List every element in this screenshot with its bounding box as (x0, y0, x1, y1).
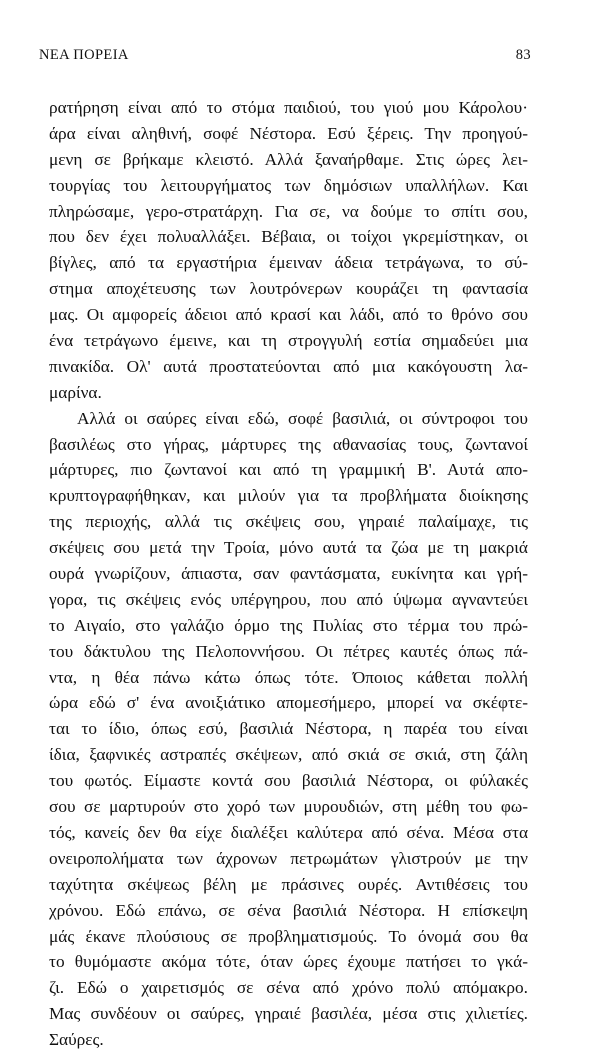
paragraph-2 (49, 406, 528, 1053)
text-line: βασιλέως στο γήρας, μάρτυρες της αθανασίας τους, ζωντανοί (49, 434, 528, 454)
text-line: μας. Οι αμφορείς άδειοι από κρασί και λάδι, από το θρόνο σου (49, 305, 528, 325)
text-line: άρα είναι αληθινή, σοφέ Νέστορα. Εσύ ξέρεις. Την προηγού- (49, 123, 528, 143)
text-line: κρυπτογραφήθηκαν, και μιλούν για τα προβλήματα διοίκησης (49, 486, 528, 506)
running-title: ΝΕΑ ΠΟΡΕΙΑ (39, 47, 129, 63)
text-line: της περιοχής, αλλά τις σκέψεις σου, γηραιέ παλαίμαχε, τις (49, 512, 528, 532)
text-line: μενη σε βρήκαμε κλειστό. Αλλά ξαναήρθαμε. Στις ώρες λει- (49, 149, 528, 169)
text-line: σου σε μαρτυρούν στο χορό των μυρουδιών, στη μέθη του φω- (49, 797, 528, 817)
text-line: το θυμόμαστε ακόμα τότε, όταν ώρες έχουμε πατήσει το γκά- (49, 952, 528, 972)
text-line: τός, κανείς δεν θα είχε διαλέξει καλύτερα από σένα. Μέσα στα (49, 822, 528, 842)
text-line: που δεν έχει πολυαλλάξει. Βέβαια, οι τοίχοι γκρεμίστηκαν, οι (49, 227, 528, 247)
text-line: μάρτυρες, πιο ζωντανοί και από τη γραμμική Β'. Αυτά απο- (49, 460, 528, 480)
text-line: Μας συνδέουν οι σαύρες, γηραιέ βασιλέα, μέσα στις χιλιετίες. (49, 1004, 528, 1024)
text-line: το Αιγαίο, στο γαλάζιο όρμο της Πυλίας στο τέρμα του πρώ- (49, 615, 528, 635)
text-line: ουρά γνωρίζουν, άπιαστα, σαν φαντάσματα, ευκίνητα και γρή- (49, 564, 528, 584)
text-line: στημα αποχέτευσης των λουτρόνερων κουράζει τη φαντασία (49, 279, 528, 299)
paragraph-1 (49, 95, 528, 406)
text-line: του δάκτυλου της Πελοποννήσου. Οι πέτρες καυτές όπως πά- (49, 641, 528, 661)
text-line: ταχύτητα σκέψεως βέλη με πράσινες ουρές. Αντιθέσεις του (49, 874, 528, 894)
text-line: βίγλες, από τα εργαστήρια έμειναν άδεια τετράγωνα, το σύ- (49, 253, 528, 273)
text-line: ρατήρηση είναι από το στόμα παιδιού, του γιού μου Κάρολου· (49, 98, 528, 117)
text-line: ται το ίδιο, όπως εσύ, βασιλιά Νέστορα, η παρέα του είναι (49, 719, 528, 739)
text-line: ένα τετράγωνο έμεινε, και τη στρογγυλή εστία σημαδεύει μια (49, 331, 528, 351)
text-line: σκέψεις σου μετά την Τροία, μόνο αυτά τα ζώα με τη μακριά (49, 538, 528, 558)
text-line: πληρώσαμε, γερο-στρατάρχη. Για σε, να δούμε το σπίτι σου, (49, 201, 528, 221)
page-number: 83 (515, 47, 531, 63)
running-head (39, 47, 531, 67)
text-line: ώρα εδώ σ' ένα ανοιξιάτικο απομεσήμερο, μπορεί να σκέφτε- (49, 693, 528, 713)
text-line: χρόνου. Εδώ επάνω, σε σένα βασιλιά Νέστορα. Η επίσκεψη (49, 900, 528, 920)
text-line: μάς έκανε πλούσιους σε προβληματισμούς. Το όνομά σου θα (49, 926, 528, 946)
text-line: τουργίας του λειτουργήματος των δημόσιων υπαλλήλων. Και (49, 175, 528, 195)
text-line: μαρίνα. (49, 382, 102, 402)
text-line: ζι. Εδώ ο χαιρετισμός σε σένα από χρόνο πολύ απόμακρο. (49, 978, 528, 998)
text-line: Σαύρες. (49, 1030, 104, 1050)
text-line: ντα, η θέα πάνω κάτω όπως τότε. Όποιος κάθεται πολλή (49, 667, 528, 687)
text-line: ίδια, ξαφνικές αστραπές σκέψεων, από σκιά σε σκιά, στη ζάλη (49, 745, 528, 765)
text-line: ονειροπολήματα των άχρονων πετρωμάτων γλιστρούν με την (49, 848, 528, 868)
body-text (49, 95, 528, 1053)
text-line: Αλλά οι σαύρες είναι εδώ, σοφέ βασιλιά, οι σύντροφοι του (77, 408, 528, 428)
text-line: πινακίδα. Ολ' αυτά προστατεύονται από μια κακόγουστη λα- (49, 356, 528, 376)
text-line: γορα, τις σκέψεις ενός υπέργηρου, που από ύψωμα αγναντεύει (49, 589, 528, 609)
text-line: του φωτός. Είμαστε κοντά σου βασιλιά Νέστορα, οι φύλακές (49, 771, 528, 791)
